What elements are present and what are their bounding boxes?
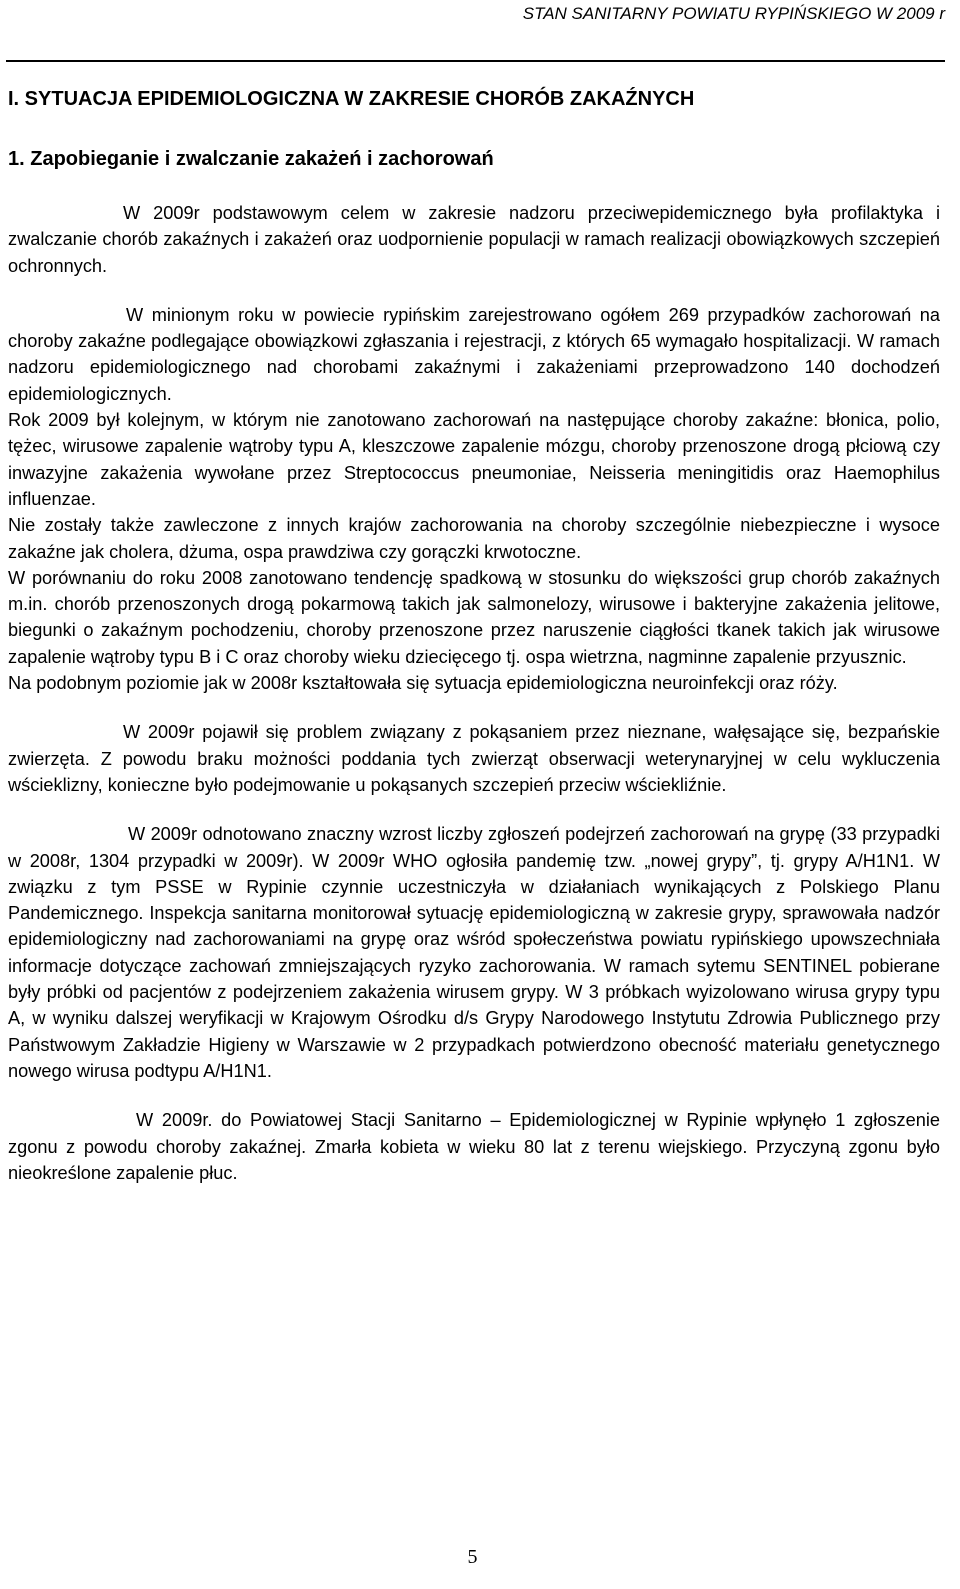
- paragraph: W minionym roku w powiecie rypińskim zarejestrowano ogółem 269 przypadków zachorowań na choroby zakaźne podlegające obowiązkowi zgłaszania i rejestracji, z których 65 wymagało hospitalizacji. W ramach nadzoru epidemiologicznego nad chorobami zakaźnymi i zakażeniami przeprowadzono 140 dochodzeń epidemiologicznych.: [8, 304, 940, 404]
- subsection-title: 1. Zapobieganie i zwalczanie zakażeń i zachorowań: [8, 148, 494, 170]
- section-title: I. SYTUACJA EPIDEMIOLOGICZNA W ZAKRESIE CHORÓB ZAKAŹNYCH: [8, 88, 695, 110]
- paragraph: Nie zostały także zawleczone z innych krajów zachorowania na choroby szczególnie niebezpieczne i wysoce zakaźne jak cholera, dżuma, ospa prawdziwa czy gorączki krwotoczne.: [8, 515, 940, 562]
- page-number: 5: [467, 1546, 478, 1568]
- document-body: [8, 200, 940, 1186]
- paragraph: Na podobnym poziomie jak w 2008r kształtowała się sytuacja epidemiologiczna neuroinfekcji oraz róży.: [8, 673, 838, 694]
- paragraph: W 2009r. do Powiatowej Stacji Sanitarno – Epidemiologicznej w Rypinie wpłynęło 1 zgłoszenie zgonu z powodu choroby zakaźnej. Zmarła kobieta w wieku 80 lat z terenu wiejskiego. Przyczyną zgonu było nieokreślone zapalenie płuc.: [8, 1110, 940, 1183]
- paragraph: Rok 2009 był kolejnym, w którym nie zanotowano zachorowań na następujące choroby zakaźne: błonica, polio, tężec, wirusowe zapalenie wątroby typu A, kleszczowe zapalenie mózgu, choroby przenoszone drogą płciową czy inwazyjne zakażenia wywołane przez Streptococcus pneumoniae, Neisseria meningitidis oraz Haemophilus influenzae.: [8, 410, 940, 509]
- paragraph: W 2009r pojawił się problem związany z pokąsaniem przez nieznane, wałęsające się, bezpańskie zwierzęta. Z powodu braku możności poddania tych zwierząt obserwacji weterynaryjnej w celu wykluczenia wścieklizny, konieczne było podejmowanie u pokąsanych szczepień przeciw wściekliźnie.: [8, 722, 940, 795]
- paragraph: W porównaniu do roku 2008 zanotowano tendencję spadkową w stosunku do większości grup chorób zakaźnych m.in. chorób przenoszonych drogą pokarmową takich jak salmonelozy, wirusowe i bakteryjne zakażenia jelitowe, biegunki o zakaźnym pochodzeniu, choroby przenoszone przez naruszenie ciągłości tkanek takich jak wirusowe zapalenie wątroby typu B i C oraz choroby wieku dziecięcego tj. ospa wietrzna, nagminne zapalenie przyusznic.: [8, 567, 940, 667]
- paragraph: W 2009r odnotowano znaczny wzrost liczby zgłoszeń podejrzeń zachorowań na grypę (33 przypadki w 2008r, 1304 przypadki w 2009r). W 2009r WHO ogłosiła pandemię tzw. „nowej grypy”, tj. grypy A/H1N1. W związku z tym PSSE w Rypinie czynnie uczestniczyła w działaniach wynikających z Polskiego Planu Pandemicznego. Inspekcja sanitarna monitorował sytuację epidemiologiczną w zakresie grypy, sprawowała nadzór epidemiologiczny nad zachorowaniami na grypę oraz wśród społeczeństwa powiatu rypińskiego upowszechniała informacje dotyczące zachowań zmniejszających ryzyko zachorowania. W ramach sytemu SENTINEL pobierane były próbki od pacjentów z podejrzeniem zakażenia wirusem grypy. W 3 próbkach wyizolowano wirusa grypy typu A, w wyniku dalszej weryfikacji w Krajowym Ośrodku d/s Grypy Narodowego Instytutu Zdrowia Publicznego przy Państwowym Zakładzie Higieny w Warszawie w 2 przypadkach potwierdzono obecność materiału genetycznego nowego wirusa podtypu A/H1N1.: [8, 824, 940, 1081]
- running-header: STAN SANITARNY POWIATU RYPIŃSKIEGO W 2009 r: [522, 4, 945, 23]
- header-divider: [6, 60, 945, 62]
- paragraph: W 2009r podstawowym celem w zakresie nadzoru przeciwepidemicznego była profilaktyka i zwalczanie chorób zakaźnych i zakażeń oraz uodpornienie populacji w ramach realizacji obowiązkowych szczepień ochronnych.: [8, 203, 940, 276]
